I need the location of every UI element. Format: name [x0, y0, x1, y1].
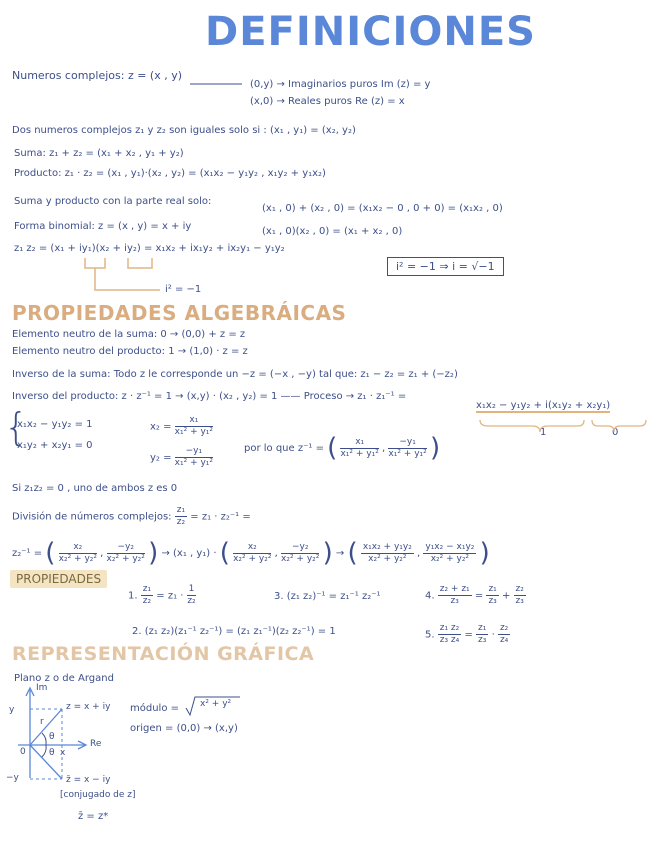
- x2-num: x₁: [175, 415, 213, 427]
- inverse-product-result-text: x₁x₂ − y₁y₂ + i(x₁y₂ + x₂y₁): [476, 400, 611, 411]
- inv-den-2: x₁² + y₁²: [388, 448, 427, 459]
- conjugate-point-label: z̄ = x − iy: [66, 775, 111, 785]
- p4-num-2: z₁: [488, 584, 497, 594]
- under-brace-one: 1: [540, 427, 547, 438]
- mult-num-2: −y₂: [281, 542, 319, 554]
- z2inv-num-2: −y₂: [107, 542, 145, 554]
- mult-den-1: x₂² + y₂²: [233, 553, 272, 564]
- p4-label: 4.: [425, 590, 435, 602]
- binomial-form: Forma binomial: z = (x , y) = x + iy: [14, 221, 192, 232]
- conjugate-note: [conjugado de z]: [60, 790, 136, 800]
- x2-den: x₁² + y₁²: [174, 426, 214, 437]
- p4-eq: =: [474, 590, 484, 602]
- p5-num-2: z₁: [478, 623, 487, 633]
- real-part-sum: (x₁ , 0) + (x₂ , 0) = (x₁x₂ − 0 , 0 + 0) = (x₁x₂ , 0): [262, 203, 503, 214]
- theta-arc-1: [42, 733, 46, 745]
- res-num-2: y₁x₂ − x₁y₂: [425, 541, 475, 552]
- p5-eq: =: [464, 629, 473, 641]
- mult-num-1: x₂: [233, 542, 271, 554]
- inverse-product: Inverso del producto: z · z⁻¹ = 1 → (x,y) · (x₂ , y₂) = 1 —— Proceso → z₁ · z₁⁻¹ =: [12, 391, 407, 402]
- p4-den-3: z₃: [515, 595, 524, 606]
- mult-den-2: x₂² + y₂²: [281, 553, 320, 564]
- inverse-conclusion: por lo que z⁻¹ = ( $\frac{\text{x₁}}{\text{x₁² + y₁²}}$ , $\frac{\text{−y₁}}{\text{x₁² + y₁²}}$ ): [244, 433, 441, 463]
- p1-den: z₂: [142, 595, 152, 606]
- p5-label: 5.: [425, 629, 435, 641]
- p4-den: z₃: [450, 595, 459, 606]
- neutral-sum: Elemento neutro de la suma: 0 → (0,0) + z = z: [12, 329, 246, 340]
- p1-label: 1.: [128, 590, 138, 602]
- origin-zero-label: 0: [20, 747, 26, 757]
- property-3: 3. (z₁ z₂)⁻¹ = z₁⁻¹ z₂⁻¹: [274, 591, 381, 602]
- under-brace-imag: [592, 420, 646, 432]
- re-axis-label: Re: [90, 739, 102, 749]
- z-point-label: z = x + iy: [66, 702, 111, 712]
- theta-arc-2: [42, 745, 46, 757]
- property-2: 2. (z₁ z₂)(z₁⁻¹ z₂⁻¹) = (z₁ z₁⁻¹)(z₂ z₂⁻¹) = 1: [132, 626, 336, 637]
- p1-den-2: z₂: [187, 595, 196, 606]
- y2-den: x₁² + y₁²: [174, 457, 214, 468]
- argand-label: Plano z o de Argand: [14, 673, 114, 684]
- product-definition: Producto: z₁ · z₂ = (x₁ , y₁)·(x₂ , y₂) = (x₁x₂ − y₁y₂ , x₁y₂ + y₁x₂): [14, 168, 326, 179]
- y2-num: −y₁: [175, 446, 213, 458]
- p1-num: z₁: [142, 584, 152, 594]
- pure-imaginary-line: (0,y) → Imaginarios puros Im (z) = y: [250, 79, 431, 90]
- p1-rhs: = z₁ ·: [156, 590, 184, 602]
- p1-num-2: 1: [188, 584, 195, 594]
- p4-num: z₂ + z₁: [439, 584, 470, 594]
- section-title-graphic: REPRESENTACIÓN GRÁFICA: [12, 643, 315, 665]
- p5-den-3: z₄: [499, 634, 509, 645]
- system-line-2: x₁y₂ + x₂y₁ = 0: [17, 440, 93, 451]
- conjugate-alt: z̄ = z*: [78, 811, 109, 822]
- modulus-root-content: x² + y²: [200, 699, 232, 709]
- neutral-product: Elemento neutro del producto: 1 → (1,0) · z = z: [12, 346, 248, 357]
- origin-label: origen = (0,0) → (x,y): [130, 723, 238, 734]
- mult-lhs: (x₁ , y₁) ·: [173, 548, 217, 559]
- div-num: z₁: [176, 505, 186, 515]
- equality-definition: Dos numeros complejos z₁ y z₂ son iguales solo si : (x₁ , y₁) = (x₂, y₂): [12, 125, 356, 136]
- under-brace-zero: 0: [612, 427, 619, 438]
- p5-den: z₃ z₄: [439, 634, 460, 645]
- res-den-1: x₂² + y₂²: [368, 553, 407, 564]
- division-label: División de números complejos:: [12, 511, 172, 523]
- pure-real-line: (x,0) → Reales puros Re (z) = x: [250, 96, 405, 107]
- p5-num-3: z₂: [499, 623, 509, 633]
- binomial-right: (x₁ , 0)(x₂ , 0) = (x₁ + x₂ , 0): [262, 226, 403, 237]
- section-title-algebraic: PROPIEDADES ALGEBRÁICAS: [12, 301, 347, 325]
- inv-num-2: −y₁: [388, 437, 426, 449]
- zero-product: Si z₁z₂ = 0 , uno de ambos z es 0: [12, 483, 178, 494]
- theta-label-1: θ: [49, 732, 55, 742]
- x-tick-label: x: [60, 748, 66, 758]
- neg-y-tick-label: −y: [6, 773, 19, 783]
- z2inv-num-1: x₂: [59, 542, 97, 554]
- x2-eq: x₂ =: [150, 421, 172, 433]
- z2inv-den-2: x₂² + y₂²: [106, 553, 145, 564]
- system-brace: {: [4, 405, 29, 449]
- p4-num-3: z₂: [515, 584, 524, 594]
- complex-definition: Numeros complejos: z = (x , y): [12, 69, 183, 82]
- z2-inverse-line: z₂⁻¹ = ( $\frac{\text{x₂}}{\text{x₂² + y₂²}}$ , $\frac{\text{−y₂}}{\text{x₂² + y₂²}}$ ) → (x₁ , y₁) · ( $\frac{\text{x₂}}{\text{x₂² + y₂²}}$ , $\frac{\text{−y₂}}{\text{x₂² + y₂²}}$ ) → ( $\frac{\text{x₁x₂ + y₁y₂}}{\text{x₂² + y₂²}}$ , $\frac{\text{y₁x₂ − x₁y₂}}{\text{x₂² + y₂²}}$ ): [12, 538, 490, 568]
- system-line-1: x₁x₂ − y₁y₂ = 1: [17, 419, 93, 430]
- real-part-line: Suma y producto con la parte real solo:: [14, 196, 212, 207]
- binomial-product: z₁ z₂ = (x₁ + iy₁)(x₂ + iy₂) = x₁x₂ + ix₁y₂ + ix₂y₁ − y₁y₂: [14, 243, 285, 254]
- p5-den-2: z₃: [478, 634, 487, 645]
- res-den-2: x₂² + y₂²: [430, 553, 470, 564]
- i-squared-note: i² = −1: [165, 284, 202, 295]
- p5-dot: ·: [491, 629, 495, 641]
- properties-tag: PROPIEDADES: [10, 570, 107, 588]
- r-label: r: [40, 717, 44, 727]
- p5-num: z₁ z₂: [439, 623, 460, 633]
- z2inv-lhs: z₂⁻¹ =: [12, 548, 43, 559]
- y-tick-label: y: [9, 705, 15, 715]
- y2-eq: y₂ =: [150, 452, 172, 464]
- so-text: por lo que z⁻¹ =: [244, 443, 324, 454]
- im-axis-label: Im: [36, 683, 48, 693]
- div-den: z₂: [176, 516, 186, 527]
- under-brace-real: [480, 420, 584, 432]
- division-rhs: = z₁ · z₂⁻¹ =: [190, 511, 251, 523]
- inverse-sum: Inverso de la suma: Todo z le corresponde un −z = (−x , −y) tal que: z₁ − z₂ = z₁ + (−z₂): [12, 369, 458, 380]
- p4-den-2: z₃: [488, 595, 497, 606]
- inv-num-1: x₁: [340, 437, 378, 449]
- inv-den-1: x₁² + y₁²: [340, 448, 379, 459]
- theta-label-2: θ: [49, 748, 55, 758]
- i-squared-bracket-2: [128, 258, 152, 268]
- modulus-label: módulo =: [130, 703, 179, 714]
- z2inv-den-1: x₂² + y₂²: [58, 553, 97, 564]
- i-squared-bracket: [85, 258, 160, 290]
- i-definition-box: i² = −1 ⇒ i = √−1: [387, 257, 504, 276]
- res-num-1: x₁x₂ + y₁y₂: [362, 541, 412, 552]
- page-title: DEFINICIONES: [205, 9, 536, 55]
- p4-plus: +: [501, 590, 511, 602]
- sum-definition: Suma: z₁ + z₂ = (x₁ + x₂ , y₁ + y₂): [14, 148, 184, 159]
